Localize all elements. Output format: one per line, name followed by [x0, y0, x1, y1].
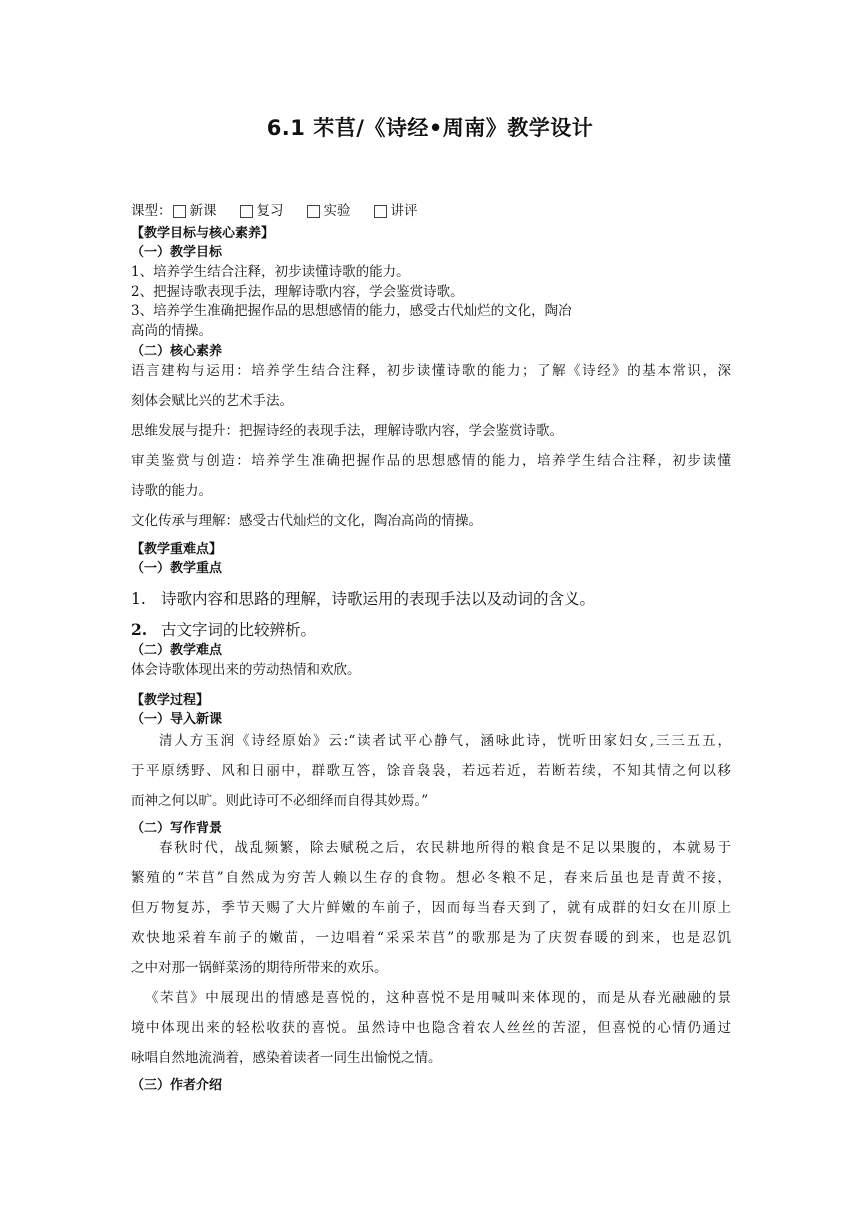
background-line: 但万物复苏，季节天赐了大片鲜嫩的车前子，因而每当春天到了，就有成群的妇女在川原上 — [131, 900, 731, 916]
emotion-line: 咏唱自然地流淌着，感染着读者一同生出愉悦之情。 — [131, 1050, 442, 1066]
goal-item: 1、培养学生结合注释，初步读懂诗歌的能力。 — [131, 264, 410, 280]
process-heading: 【教学过程】 — [131, 693, 210, 708]
background-line: 之中对那一锅鲜菜汤的期待所带来的欢乐。 — [131, 960, 388, 976]
course-type-label: 课型： — [131, 203, 172, 219]
goal-item: 2、把握诗歌表现手法，理解诗歌内容，学会鉴赏诗歌。 — [131, 284, 464, 300]
background-line: 春秋时代，战乱频繁，除去赋税之后，农民耕地所得的粮食是不足以果腹的，本就易于 — [159, 840, 731, 856]
difficulty-heading: 【教学重难点】 — [131, 542, 223, 557]
goal-item: 3、培养学生准确把握作品的思想感情的能力，感受古代灿烂的文化，陶冶 — [131, 303, 572, 319]
emotion-line: 《芣苢》中展现出的情感是喜悦的，这种喜悦不是用喊叫来体现的，而是从春光融融的景 — [145, 990, 731, 1006]
key-point-item: 2. 古文字词的比较辨析。 — [131, 620, 317, 639]
goals-sub-heading: （一）教学目标 — [131, 245, 223, 260]
checkbox-icon[interactable] — [240, 205, 253, 218]
author-sub-heading: （三）作者介绍 — [131, 1078, 223, 1093]
intro-line: 清人方玉润《诗经原始》云:“读者试平心静气，涵咏此诗，恍听田家妇女,三三五五， — [159, 733, 731, 749]
intro-sub-heading: （一）导入新课 — [131, 712, 223, 727]
course-type-option-review[interactable]: 复习 — [239, 201, 284, 221]
goals-heading: 【教学目标与核心素养】 — [131, 226, 275, 241]
background-line: 欢快地采着车前子的嫩苗，一边唱着“采采芣苢”的歌那是为了庆贺春暖的到来，也是忍饥 — [131, 930, 731, 946]
key-points-sub-heading: （一）教学重点 — [131, 561, 223, 576]
core-line: 诗歌的能力。 — [131, 483, 212, 499]
core-line: 语言建构与运用：培养学生结合注释，初步读懂诗歌的能力；了解《诗经》的基本常识，深 — [131, 363, 731, 379]
course-type-option-experiment[interactable]: 实验 — [306, 201, 351, 221]
hard-point-text: 体会诗歌体现出来的劳动热情和欢欣。 — [131, 662, 361, 678]
course-type-option-new[interactable]: 新课 — [172, 201, 217, 221]
page-title: 6.1 芣苢/《诗经•周南》教学设计 — [266, 116, 594, 140]
intro-line: 于平原绣野、风和日丽中，群歌互答，馀音袅袅，若远若近，若断若续，不知其情之何以移 — [131, 763, 731, 779]
key-point-item: 1. 诗歌内容和思路的理解，诗歌运用的表现手法以及动词的含义。 — [131, 590, 596, 608]
goal-item: 高尚的情操。 — [131, 323, 212, 339]
core-line: 文化传承与理解：感受古代灿烂的文化，陶冶高尚的情操。 — [131, 513, 482, 529]
core-line: 审美鉴赏与创造：培养学生准确把握作品的思想感情的能力，培养学生结合注释，初步读懂 — [131, 453, 731, 469]
checkbox-icon[interactable] — [374, 205, 387, 218]
background-line: 繁殖的“芣苢”自然成为穷苦人赖以生存的食物。想必冬粮不足，春来后虽也是青黄不接， — [131, 870, 731, 886]
emotion-line: 境中体现出来的轻松收获的喜悦。虽然诗中也隐含着农人丝丝的苦涩，但喜悦的心情仍通过 — [131, 1020, 731, 1036]
core-line: 思维发展与提升：把握诗经的表现手法，理解诗歌内容，学会鉴赏诗歌。 — [131, 423, 563, 439]
course-type-row — [131, 201, 731, 221]
core-line: 刻体会赋比兴的艺术手法。 — [131, 393, 293, 409]
intro-line: 而神之何以旷。则此诗可不必细绎而自得其妙焉。” — [131, 793, 429, 809]
checkbox-icon[interactable] — [173, 205, 186, 218]
hard-points-sub-heading: （二）教学难点 — [131, 643, 223, 658]
checkbox-icon[interactable] — [307, 205, 320, 218]
core-sub-heading: （二）核心素养 — [131, 344, 223, 359]
background-sub-heading: （二）写作背景 — [131, 821, 223, 836]
course-type-option-lecture[interactable]: 讲评 — [373, 201, 418, 221]
